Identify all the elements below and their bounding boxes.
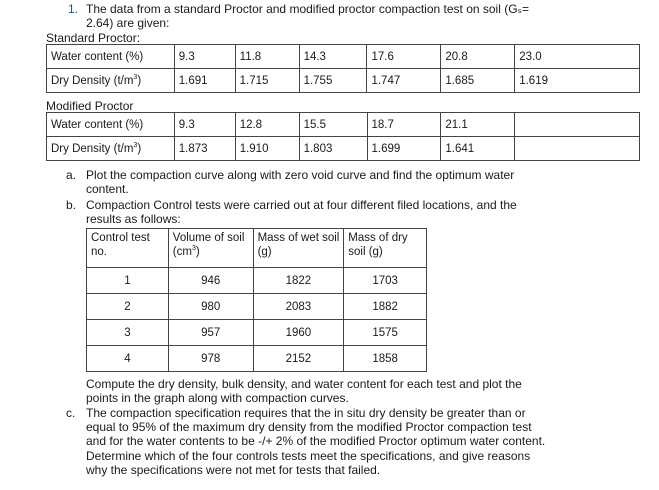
table-row — [87, 268, 427, 294]
table-cell: 23.0 — [515, 45, 640, 69]
table-cell: 1.755 — [299, 69, 367, 93]
table-cell: 2152 — [253, 346, 344, 372]
table-row — [87, 320, 427, 346]
row-label: Dry Density $(t/m^3)$ — [47, 137, 175, 161]
part-b-marker: b. — [66, 198, 77, 212]
table-cell: 3 — [87, 320, 169, 346]
standard-proctor-heading: Standard Proctor: — [46, 31, 141, 45]
modified-proctor-heading: Modified Proctor — [46, 99, 134, 113]
table-row — [47, 69, 640, 93]
table-cell: 9.3 — [174, 113, 235, 137]
table-cell — [515, 137, 640, 161]
standard-proctor-table — [46, 44, 640, 93]
table-cell: 1882 — [344, 294, 427, 320]
table-cell: 4 — [87, 346, 169, 372]
table-cell: 1575 — [344, 320, 427, 346]
table-cell: 21.1 — [441, 113, 515, 137]
table-cell: 946 — [168, 268, 253, 294]
table-header-row — [87, 229, 427, 268]
table-cell: 1.641 — [441, 137, 515, 161]
table-row — [47, 113, 640, 137]
question-number: 1. — [68, 2, 79, 16]
table-cell: 9.3 — [174, 45, 235, 69]
table-row — [47, 45, 640, 69]
header-mass-dry: Mass of dry soil (g) — [344, 229, 427, 268]
table-cell: 1.691 — [174, 69, 235, 93]
table-cell: 1.803 — [299, 137, 367, 161]
modified-proctor-table — [46, 112, 640, 161]
table-cell: 1858 — [344, 346, 427, 372]
table-cell: 17.6 — [367, 45, 441, 69]
part-a-marker: a. — [66, 168, 77, 182]
part-c-marker: c. — [66, 406, 76, 420]
table-cell: 1.747 — [367, 69, 441, 93]
table-cell: 980 — [168, 294, 253, 320]
question-text-line1: The data from a standard Proctor and modified proctor compaction test on soil (Gₛ= — [86, 2, 530, 16]
table-cell: 2083 — [253, 294, 344, 320]
row-label: Water content (%) — [47, 45, 175, 69]
header-volume: Volume of soil $(cm^3)$ — [168, 229, 253, 268]
header-mass-wet: Mass of wet soil (g) — [253, 229, 344, 268]
table-cell: 18.7 — [367, 113, 441, 137]
table-cell: 1.699 — [367, 137, 441, 161]
table-cell: 11.8 — [235, 45, 299, 69]
table-row — [87, 346, 427, 372]
table-cell: 957 — [168, 320, 253, 346]
table-cell: 1703 — [344, 268, 427, 294]
header-control-test: Control test no. — [87, 229, 169, 268]
table-cell: 1 — [87, 268, 169, 294]
table-cell: 1.685 — [441, 69, 515, 93]
table-cell: 2 — [87, 294, 169, 320]
part-a-text: Plot the compaction curve along with zero void curve and find the optimum water content. — [86, 168, 515, 197]
table-cell: 1.873 — [174, 137, 235, 161]
table-cell: 12.8 — [235, 113, 299, 137]
table-cell: 978 — [168, 346, 253, 372]
control-test-table — [86, 228, 427, 372]
table-row — [47, 137, 640, 161]
table-row — [87, 294, 427, 320]
table-cell: 1.715 — [235, 69, 299, 93]
part-b-instructions: Compute the dry density, bulk density, and water content for each test and plot the points in the graph along with compaction curves. — [86, 377, 522, 406]
part-b-text: Compaction Control tests were carried out at four different filed locations, and the results as follows: — [86, 198, 517, 227]
table-cell: 1.619 — [515, 69, 640, 93]
table-cell: 1822 — [253, 268, 344, 294]
table-cell: 15.5 — [299, 113, 367, 137]
table-cell: 20.8 — [441, 45, 515, 69]
part-c-text: The compaction specification requires that the in situ dry density be greater than or equal to 95% of the maximum dry density from the modified Proctor compaction test and for the water contents to be -/+ 2% of the modified Proctor optimum water content. Determine which of the four controls tests meet the specifications, and give reasons why the specifications were not met for tests that failed. — [86, 406, 546, 477]
question-text-line2: 2.64) are given: — [86, 16, 170, 30]
table-cell: 1.910 — [235, 137, 299, 161]
row-label: Dry Density $(t/m^3)$ — [47, 69, 175, 93]
row-label: Water content (%) — [47, 113, 175, 137]
table-cell: 14.3 — [299, 45, 367, 69]
table-cell — [515, 113, 640, 137]
table-cell: 1960 — [253, 320, 344, 346]
